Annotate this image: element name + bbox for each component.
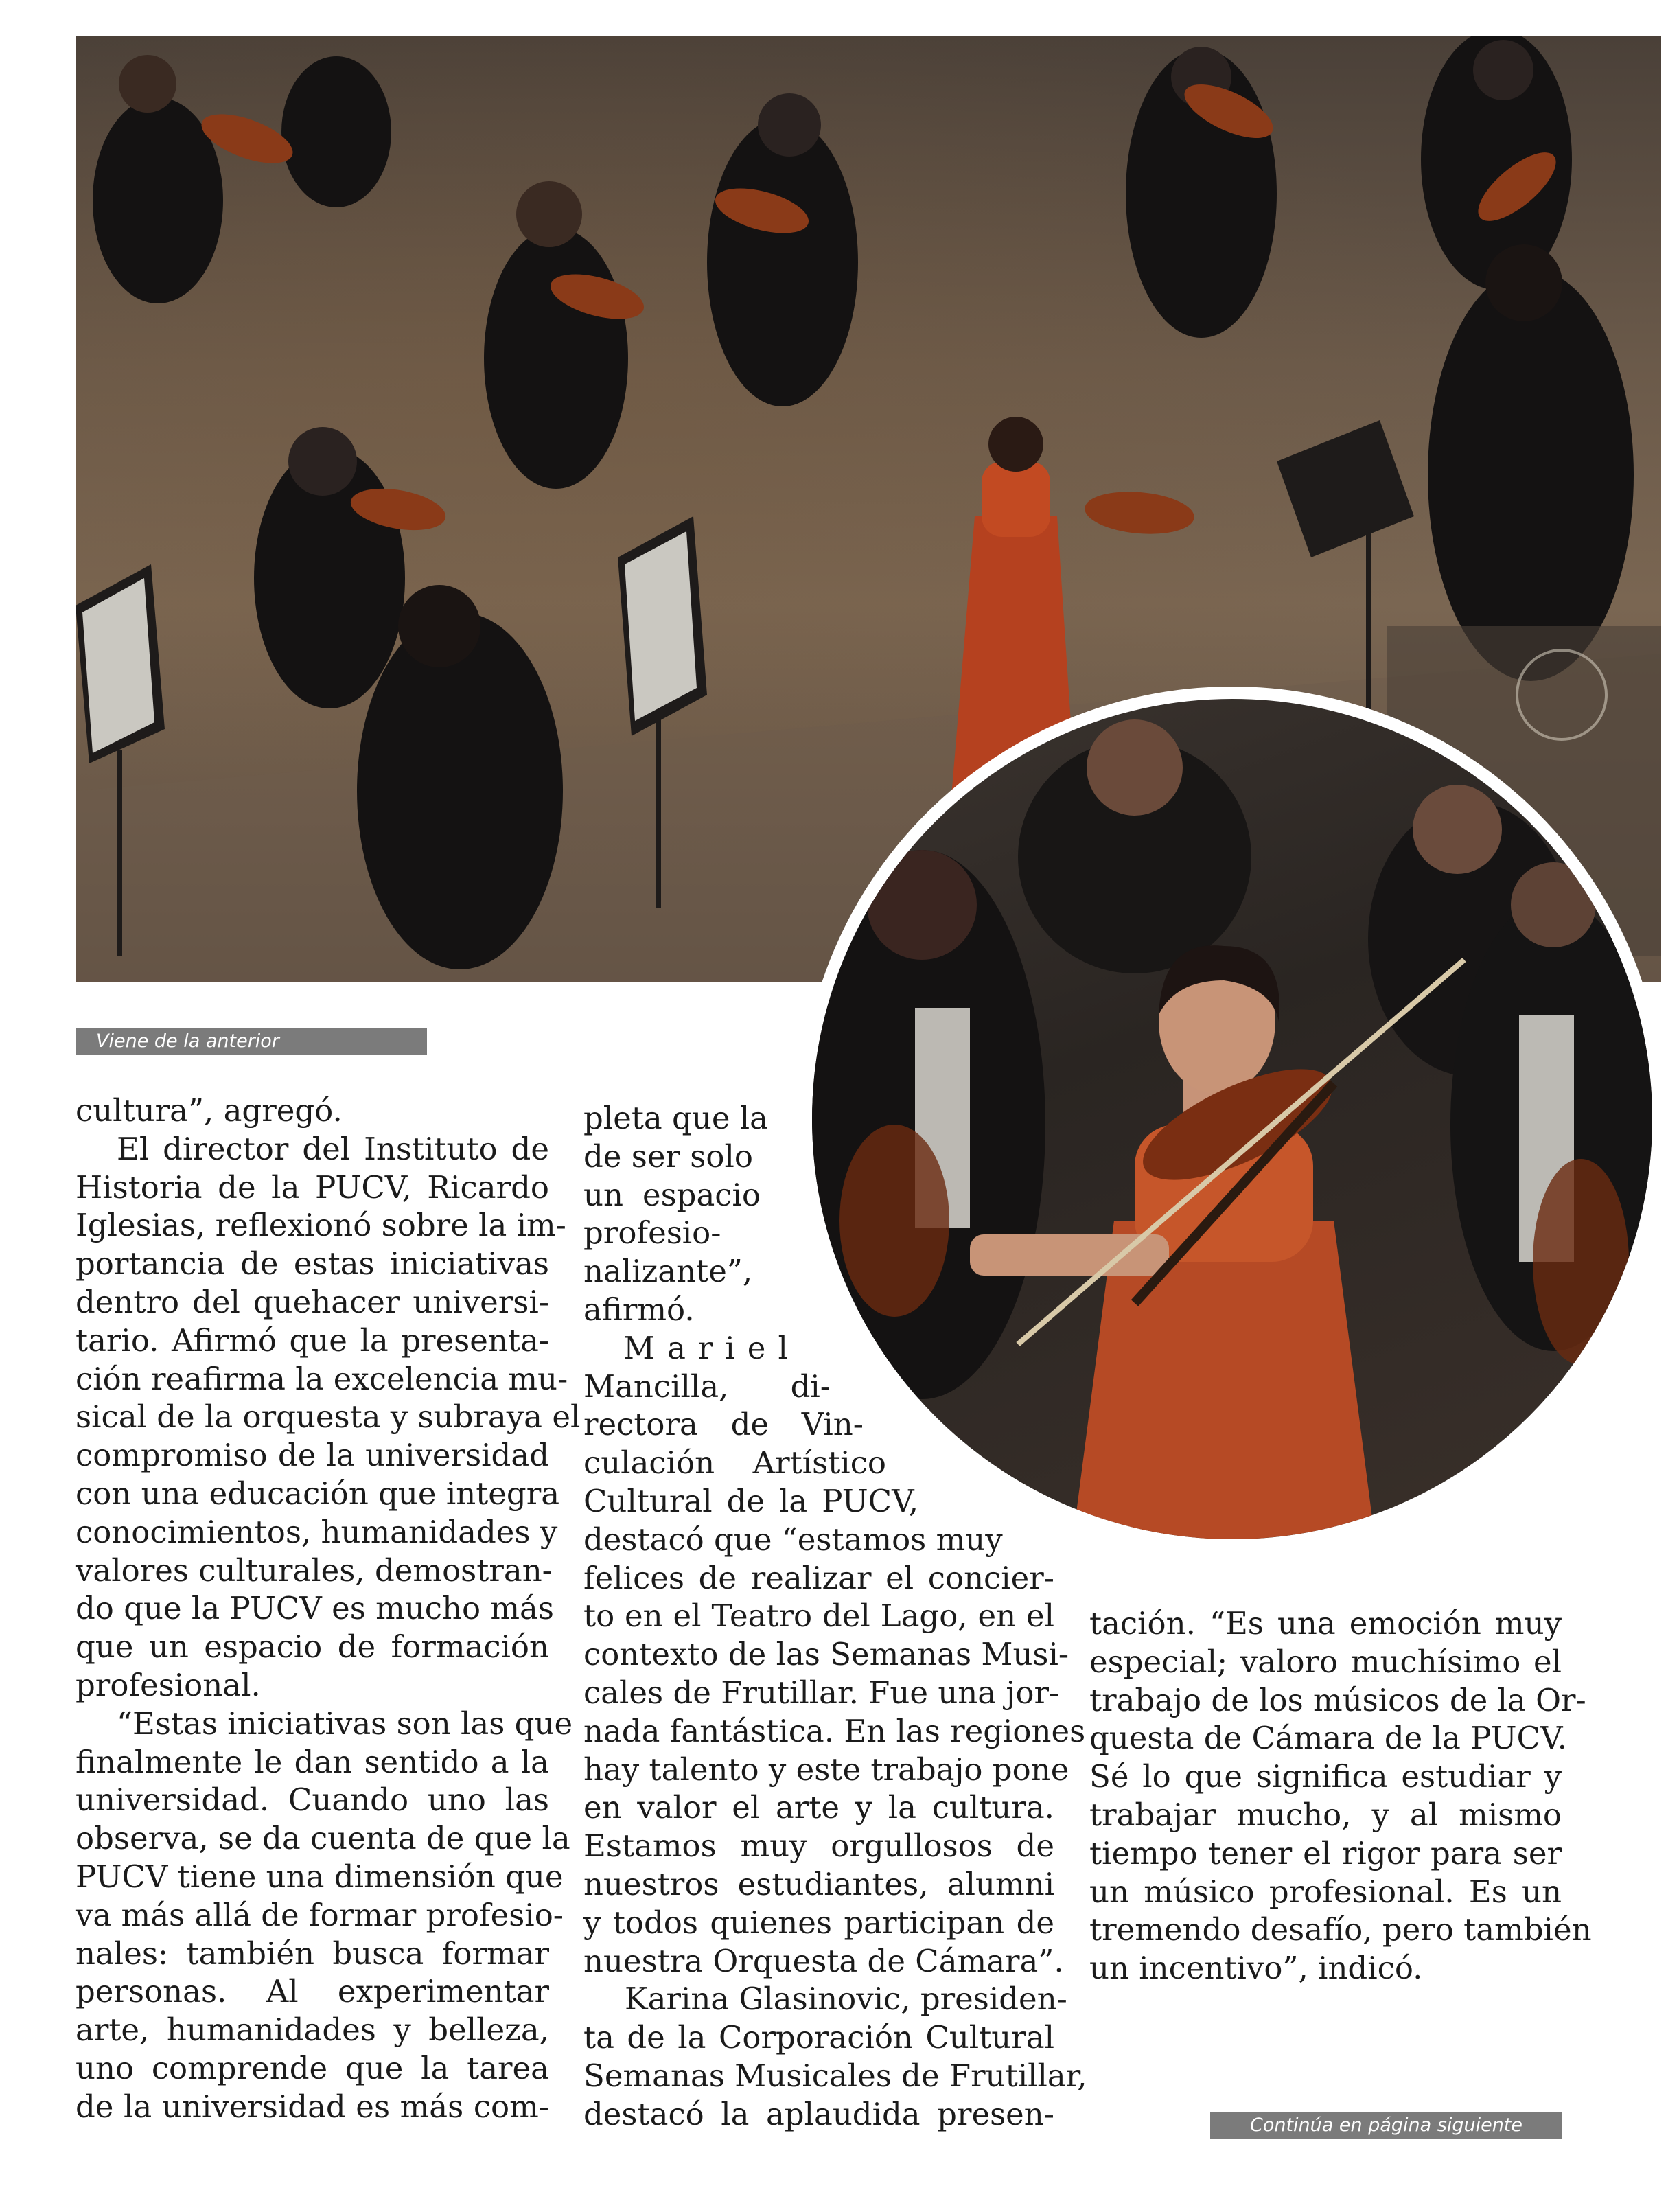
- text-line: tiempo tener el rigor para ser: [1089, 1834, 1562, 1871]
- text-line: cales de Frutillar. Fue una jor-: [583, 1674, 1060, 1711]
- text-line: y todos quienes participan de: [583, 1904, 1054, 1941]
- text-line: culación Artístico: [583, 1444, 886, 1482]
- text-line: trabajar mucho, y al mismo: [1089, 1796, 1562, 1833]
- text-line: nuestra Orquesta de Cámara”.: [583, 1942, 1064, 1979]
- article-column-2: [583, 1099, 1087, 2134]
- text-line: en valor el arte y la cultura.: [583, 1789, 1054, 1826]
- text-line: afirmó.: [583, 1291, 695, 1328]
- continued-next-page-tag: Continúa en página siguiente: [1210, 2112, 1562, 2139]
- text-line: dentro del quehacer universi-: [76, 1283, 549, 1320]
- text-line: tario. Afirmó que la presenta-: [76, 1322, 549, 1359]
- text-line: portancia de estas iniciativas: [76, 1245, 549, 1282]
- text-line: universidad. Cuando uno las: [76, 1782, 549, 1819]
- continued-from-previous-tag: Viene de la anterior: [76, 1028, 427, 1055]
- text-line: nada fantástica. En las regiones: [583, 1712, 1086, 1749]
- text-line: nuestros estudiantes, alumni: [583, 1865, 1054, 1902]
- text-line: valores culturales, demostran-: [76, 1552, 553, 1589]
- text-line: Karina Glasinovic, presiden-: [625, 1981, 1067, 2018]
- text-line: profesional.: [76, 1666, 261, 1703]
- text-line: conocimientos, humanidades y: [76, 1513, 558, 1550]
- text-line: Mariel: [623, 1329, 800, 1366]
- text-line: de la universidad es más com-: [76, 2088, 549, 2125]
- text-line: de ser solo: [583, 1138, 753, 1175]
- text-line: Iglesias, reflexionó sobre la im-: [76, 1207, 566, 1244]
- text-line: El director del Instituto de: [117, 1130, 549, 1167]
- text-line: compromiso de la universidad: [76, 1437, 549, 1474]
- text-line: Sé lo que significa estudiar y: [1089, 1758, 1562, 1795]
- text-line: questa de Cámara de la PUCV.: [1089, 1720, 1567, 1757]
- text-line: to en el Teatro del Lago, en el: [583, 1598, 1054, 1635]
- text-line: finalmente le dan sentido a la: [76, 1743, 549, 1780]
- text-line: tremendo desafío, pero también: [1089, 1911, 1592, 1948]
- text-line: profesio-: [583, 1214, 721, 1252]
- text-line: hay talento y este trabajo pone: [583, 1751, 1069, 1788]
- text-line: rectora de Vin-: [583, 1406, 864, 1443]
- text-line: Estamos muy orgullosos de: [583, 1828, 1054, 1865]
- text-line: ta de la Corporación Cultural: [583, 2019, 1054, 2056]
- text-line: destacó que “estamos muy: [583, 1521, 1003, 1558]
- article-column-3: [1089, 1604, 1592, 1988]
- text-line: un espacio: [583, 1176, 761, 1213]
- text-line: observa, se da cuenta de que la: [76, 1820, 570, 1857]
- text-line: personas. Al experimentar: [76, 1973, 549, 2010]
- text-line: sical de la orquesta y subraya el: [76, 1398, 581, 1436]
- text-line: un músico profesional. Es un: [1089, 1873, 1562, 1910]
- text-line: do que la PUCV es mucho más: [76, 1590, 554, 1627]
- text-line: con una educación que integra: [76, 1475, 560, 1512]
- text-line: contexto de las Semanas Musi-: [583, 1636, 1069, 1673]
- text-line: felices de realizar el concier-: [583, 1559, 1054, 1596]
- text-line: tación. “Es una emoción muy: [1089, 1605, 1562, 1641]
- text-line: nalizante”,: [583, 1253, 753, 1290]
- text-line: que un espacio de formación: [76, 1628, 549, 1666]
- text-line: cultura”, agregó.: [76, 1092, 343, 1129]
- text-line: ción reafirma la excelencia mu-: [76, 1360, 568, 1397]
- text-line: Semanas Musicales de Frutillar,: [583, 2057, 1087, 2094]
- text-line: arte, humanidades y belleza,: [76, 2012, 549, 2049]
- text-line: destacó la aplaudida presen-: [583, 2095, 1054, 2132]
- text-line: Cultural de la PUCV,: [583, 1482, 918, 1519]
- text-line: trabajo de los músicos de la Or-: [1089, 1681, 1586, 1718]
- text-line: especial; valoro muchísimo el: [1089, 1643, 1562, 1680]
- text-line: pleta que la: [583, 1100, 768, 1136]
- text-line: un incentivo”, indicó.: [1089, 1950, 1423, 1987]
- text-line: Historia de la PUCV, Ricardo: [76, 1168, 549, 1206]
- text-line: “Estas iniciativas son las que: [117, 1705, 573, 1742]
- text-line: nales: también busca formar: [76, 1935, 549, 1972]
- text-line: uno comprende que la tarea: [76, 2049, 549, 2086]
- text-line: Mancilla, di-: [583, 1368, 831, 1405]
- text-line: PUCV tiene una dimensión que: [76, 1858, 564, 1895]
- article-column-1: [76, 1092, 581, 2126]
- text-line: va más allá de formar profesio-: [76, 1896, 564, 1933]
